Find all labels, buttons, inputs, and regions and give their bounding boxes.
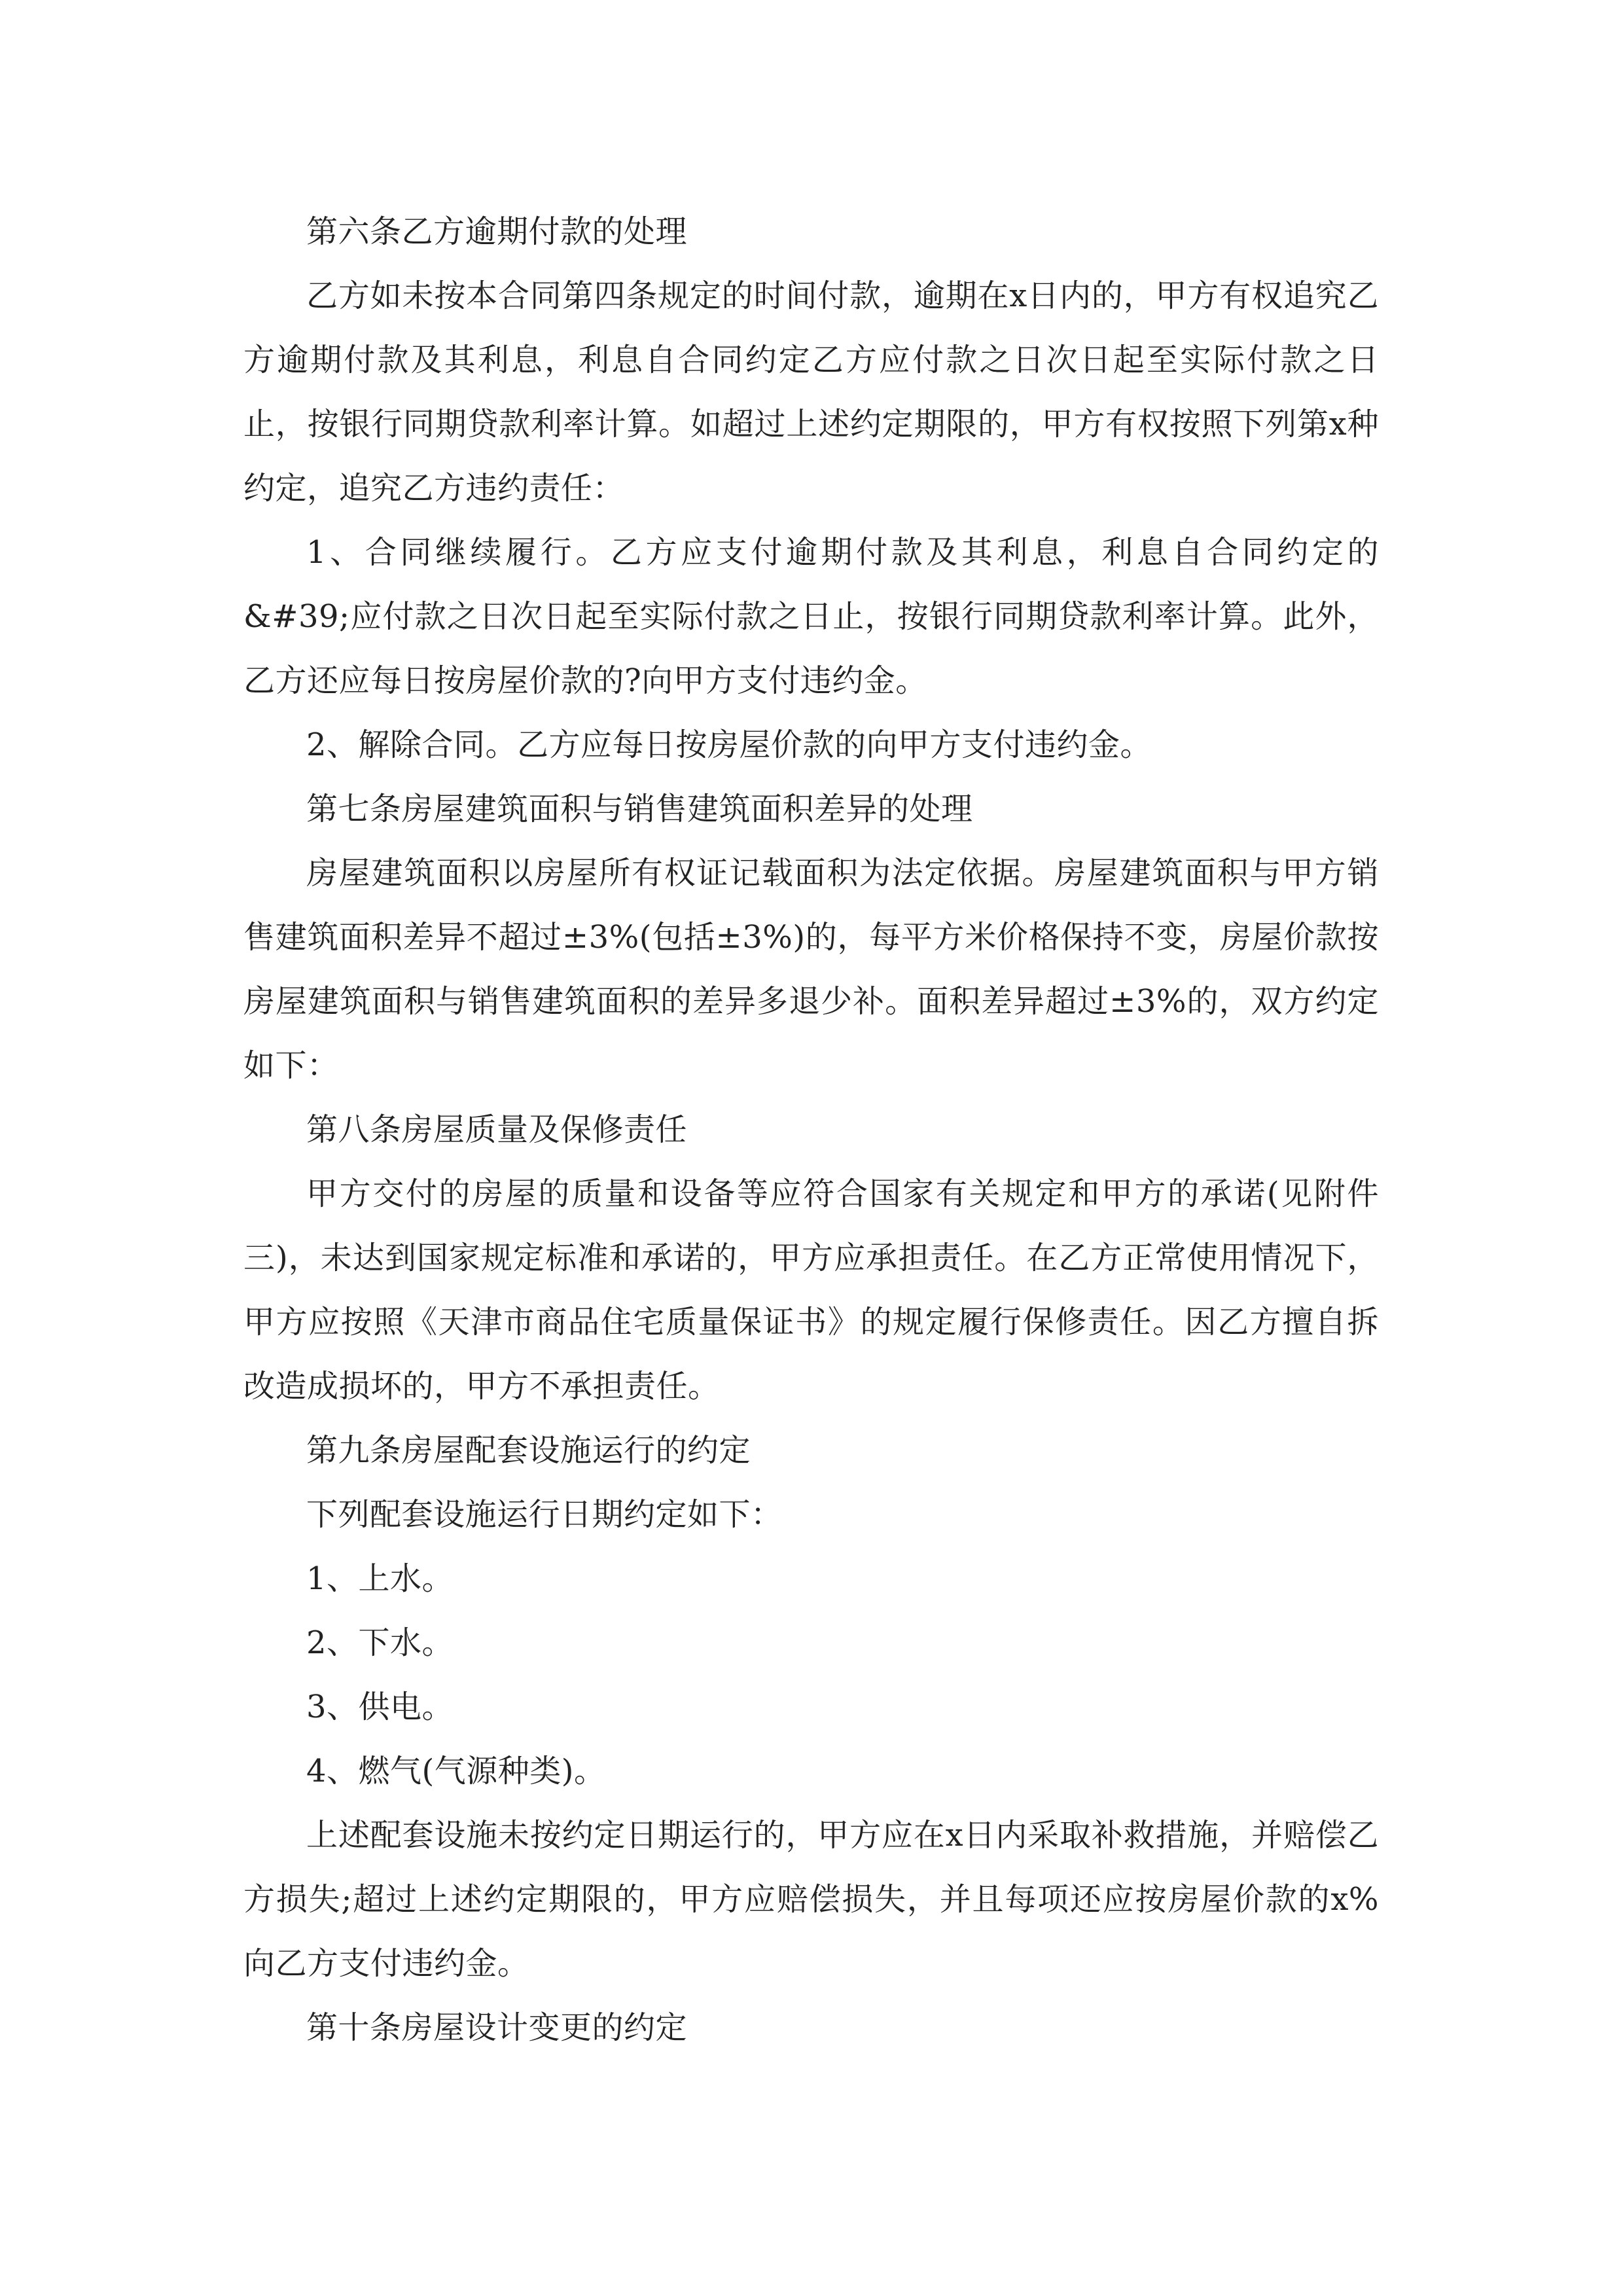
article-7-body: 房屋建筑面积以房屋所有权证记载面积为法定依据。房屋建筑面积与甲方销售建筑面积差异不超过±3%(包括±3%)的，每平方米价格保持不变，房屋价款按房屋建筑面积与销售建筑面积的差异多退少补。面积差异超过±3%的，双方约定如下： [243, 855, 1379, 1084]
article-6-item-2: 2、解除合同。乙方应每日按房屋价款的向甲方支付违约金。 [306, 726, 1152, 763]
article-8-heading: 第八条房屋质量及保修责任 [306, 1111, 688, 1148]
article-6-body: 乙方如未按本合同第四条规定的时间付款，逾期在x日内的，甲方有权追究乙方逾期付款及其利息，利息自合同约定乙方应付款之日次日起至实际付款之日止，按银行同期贷款利率计算。如超过上述约定期限的，甲方有权按照下列第x种约定，追究乙方违约责任： [243, 278, 1379, 507]
article-9-intro: 下列配套设施运行日期约定如下： [306, 1496, 783, 1533]
article-6-item-1: 1、合同继续履行。乙方应支付逾期付款及其利息，利息自合同约定的&#39;应付款之日次日起至实际付款之日止，按银行同期贷款利率计算。此外，乙方还应每日按房屋价款的?向甲方支付违约金。 [243, 534, 1379, 699]
article-9-item-4: 4、燃气(气源种类)。 [306, 1753, 606, 1789]
article-9-heading: 第九条房屋配套设施运行的约定 [306, 1432, 751, 1469]
article-9-item-1: 1、上水。 [306, 1560, 454, 1597]
article-9-item-3: 3、供电。 [306, 1689, 454, 1725]
document-body [243, 200, 1379, 2060]
article-9-body: 上述配套设施未按约定日期运行的，甲方应在x日内采取补救措施，并赔偿乙方损失;超过上述约定期限的，甲方应赔偿损失，并且每项还应按房屋价款的x%向乙方支付违约金。 [243, 1817, 1379, 1982]
article-9-item-2: 2、下水。 [306, 1624, 454, 1661]
article-10-heading: 第十条房屋设计变更的约定 [306, 2009, 688, 2046]
article-8-body: 甲方交付的房屋的质量和设备等应符合国家有关规定和甲方的承诺(见附件三)，未达到国家规定标准和承诺的，甲方应承担责任。在乙方正常使用情况下，甲方应按照《天津市商品住宅质量保证书》的规定履行保修责任。因乙方擅自拆改造成损坏的，甲方不承担责任。 [243, 1175, 1379, 1405]
article-7-heading: 第七条房屋建筑面积与销售建筑面积差异的处理 [306, 791, 973, 827]
article-6-heading: 第六条乙方逾期付款的处理 [306, 213, 688, 250]
